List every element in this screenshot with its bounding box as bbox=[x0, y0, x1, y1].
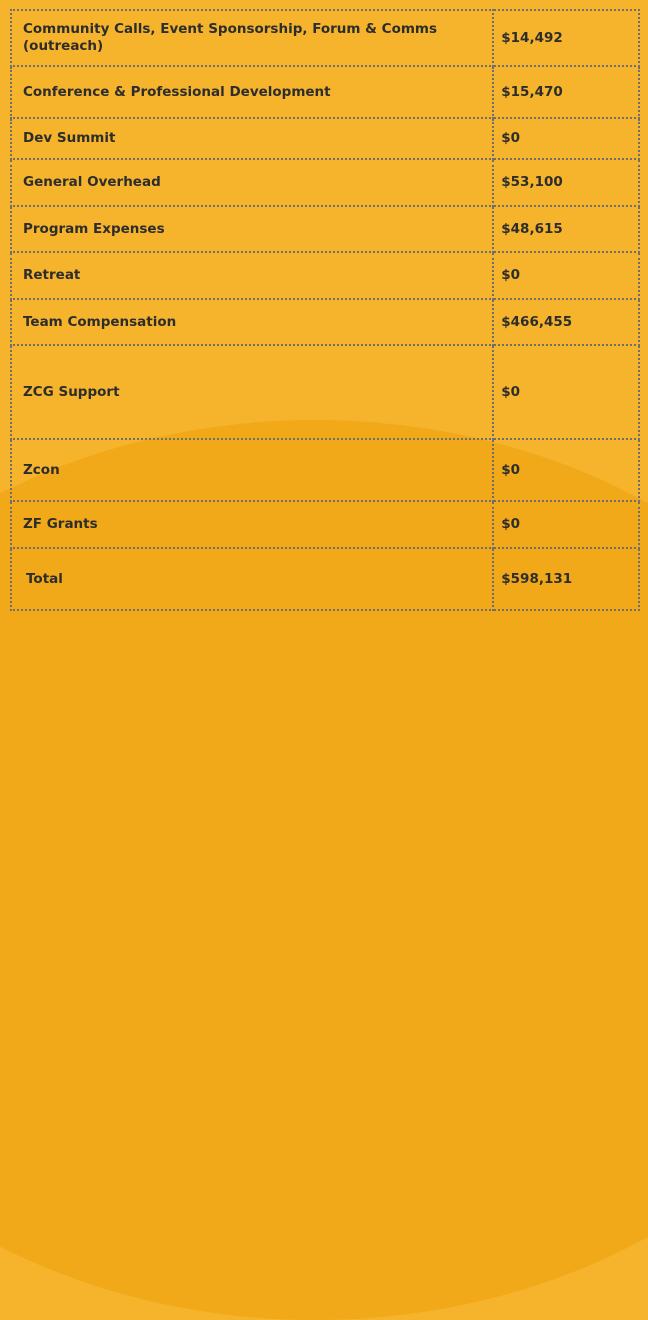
table-row bbox=[11, 439, 639, 501]
category-cell: Program Expenses bbox=[11, 206, 493, 252]
amount-cell: $0 bbox=[493, 345, 639, 439]
category-cell: Team Compensation bbox=[11, 299, 493, 345]
table-row bbox=[11, 118, 639, 159]
amount-cell: $0 bbox=[493, 439, 639, 501]
amount-cell: $14,492 bbox=[493, 10, 639, 66]
total-label: Total bbox=[11, 548, 493, 610]
amount-cell: $0 bbox=[493, 252, 639, 299]
total-amount: $598,131 bbox=[493, 548, 639, 610]
amount-cell: $0 bbox=[493, 501, 639, 548]
category-cell: General Overhead bbox=[11, 159, 493, 206]
amount-cell: $0 bbox=[493, 118, 639, 159]
table-row bbox=[11, 501, 639, 548]
category-cell: ZCG Support bbox=[11, 345, 493, 439]
table-row bbox=[11, 299, 639, 345]
category-cell: Zcon bbox=[11, 439, 493, 501]
amount-cell: $15,470 bbox=[493, 66, 639, 118]
amount-cell: $53,100 bbox=[493, 159, 639, 206]
table-row bbox=[11, 206, 639, 252]
table-row bbox=[11, 66, 639, 118]
category-cell: Retreat bbox=[11, 252, 493, 299]
amount-cell: $48,615 bbox=[493, 206, 639, 252]
amount-cell: $466,455 bbox=[493, 299, 639, 345]
table-row bbox=[11, 159, 639, 206]
total-row bbox=[11, 548, 639, 610]
category-cell: Community Calls, Event Sponsorship, Forum & Comms (outreach) bbox=[11, 10, 493, 66]
table-row bbox=[11, 345, 639, 439]
budget-table bbox=[10, 9, 640, 611]
category-cell: Dev Summit bbox=[11, 118, 493, 159]
category-cell: ZF Grants bbox=[11, 501, 493, 548]
table-row bbox=[11, 252, 639, 299]
table-row bbox=[11, 10, 639, 66]
category-cell: Conference & Professional Development bbox=[11, 66, 493, 118]
